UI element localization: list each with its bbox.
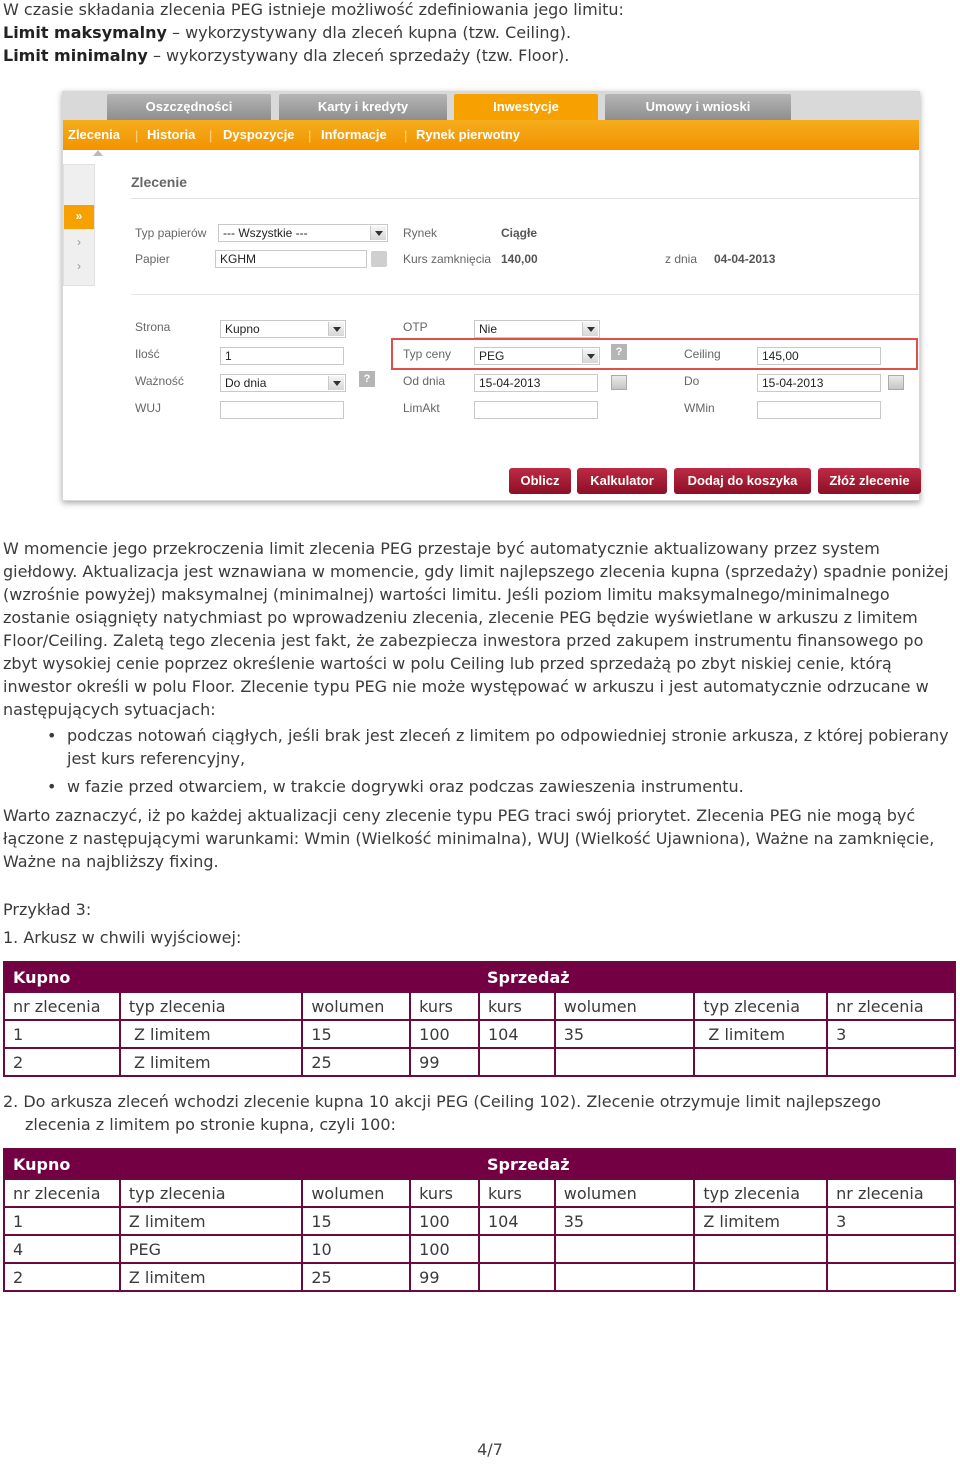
limakt-input[interactable] xyxy=(474,401,598,419)
body-text xyxy=(3,537,955,873)
table-cell: 2 xyxy=(4,1048,120,1076)
order-book-table-2 xyxy=(3,1148,956,1292)
waznosc-value: Do dnia xyxy=(225,376,267,390)
chevron-down-icon xyxy=(582,322,598,336)
table-header-row xyxy=(4,1149,955,1179)
peg-highlight-box xyxy=(391,338,918,370)
limit-max-term: Limit maksymalny xyxy=(3,23,167,42)
help-icon[interactable]: ? xyxy=(611,344,627,360)
waznosc-select[interactable] xyxy=(220,374,346,392)
table-cell: 100 xyxy=(410,1235,479,1263)
do-input[interactable]: 15-04-2013 xyxy=(757,374,881,392)
wmin-label: WMin xyxy=(684,401,715,415)
bullet-list xyxy=(3,724,955,798)
table-cell: 3 xyxy=(827,1020,955,1048)
tab-umowy-i-wnioski[interactable]: Umowy i wnioski xyxy=(605,94,791,120)
table-cell: 35 xyxy=(555,1020,695,1048)
ceiling-label: Ceiling xyxy=(684,347,721,361)
table-cell: 2 xyxy=(4,1263,120,1291)
otp-select[interactable] xyxy=(474,320,600,338)
dodaj-do-koszyka-button[interactable]: Dodaj do koszyka xyxy=(674,468,811,494)
bullet-item: • w fazie przed otwarciem, w trakcie dogrywki oraz podczas zawieszenia instrumentu. xyxy=(3,775,955,798)
tab-oszczednosci[interactable]: Oszczędności xyxy=(107,94,271,120)
column-header: kurs xyxy=(479,1179,555,1207)
column-header: kurs xyxy=(410,992,479,1020)
paragraph: Warto zaznaczyć, iż po każdej aktualizacji ceny zlecenie typu PEG traci swój priorytet. Zlecenia PEG nie mogą być łączone z następującymi warunkami: Wmin (Wielkość minimalna), WUJ (Wielkość Ujawniona), Ważne na zamknięcie, Ważne na najbliższy fixing. xyxy=(3,806,935,871)
help-icon[interactable]: ? xyxy=(359,371,375,387)
active-subnav-pointer-icon xyxy=(93,150,103,156)
z-dnia-value: 04-04-2013 xyxy=(714,252,776,266)
table-cell xyxy=(694,1235,827,1263)
order-form-screenshot xyxy=(62,91,920,501)
table-cell xyxy=(479,1235,555,1263)
table-cell: 15 xyxy=(302,1020,410,1048)
papier-input[interactable]: KGHM xyxy=(215,250,367,268)
intro-line-3 xyxy=(3,44,953,67)
bullet-item: • podczas notowań ciągłych, jeśli brak jest zleceń z limitem po odpowiedniej stronie arkusza, z której pobierany jest kurs referencyjny, xyxy=(3,724,955,770)
wuj-label: WUJ xyxy=(135,401,161,415)
table-cell xyxy=(555,1263,695,1291)
example-step-2: 2. Do arkusza zleceń wchodzi zlecenie kupna 10 akcji PEG (Ceiling 102). Zlecenie otrzymuje limit najlepszego zlecenia z limitem po stronie kupna, czyli 100: xyxy=(3,1092,881,1134)
subnav-separator: | xyxy=(209,128,213,143)
limit-max-desc: – wykorzystywany dla zleceń kupna (tzw. Ceiling). xyxy=(166,23,572,42)
otp-value: Nie xyxy=(479,322,498,336)
column-header: wolumen xyxy=(302,1179,410,1207)
left-nav-expand-icon[interactable]: » xyxy=(64,205,94,229)
panel-title: Zlecenie xyxy=(131,174,188,190)
subnav-dyspozycje[interactable]: Dyspozycje xyxy=(223,127,295,142)
table-cell xyxy=(479,1048,555,1076)
limit-min-desc: – wykorzystywany dla zleceń sprzedaży (tzw. Floor). xyxy=(147,46,570,65)
table-header-row xyxy=(4,962,955,992)
table-cell xyxy=(827,1048,955,1076)
od-dnia-label: Od dnia xyxy=(403,374,446,388)
typ-ceny-label: Typ ceny xyxy=(403,347,452,361)
table-cell: 4 xyxy=(4,1235,120,1263)
table-cell: 100 xyxy=(410,1020,479,1048)
chevron-down-icon xyxy=(370,226,386,240)
table-cell: 1 xyxy=(4,1207,120,1235)
table-cell xyxy=(694,1048,827,1076)
table-cell: Z limitem xyxy=(694,1207,827,1235)
table-cell: 25 xyxy=(302,1263,410,1291)
table-cell: 104 xyxy=(479,1207,555,1235)
main-tabs xyxy=(63,92,919,120)
table-cell: Z limitem xyxy=(120,1020,302,1048)
table-columns-row xyxy=(4,1179,955,1207)
table-cell xyxy=(479,1263,555,1291)
limakt-label: LimAkt xyxy=(403,401,440,415)
typ-papierow-value: --- Wszystkie --- xyxy=(223,226,308,240)
column-header: wolumen xyxy=(302,992,410,1020)
table-cell: Z limitem xyxy=(120,1207,302,1235)
subnav-separator: | xyxy=(404,128,408,143)
table-row xyxy=(4,1263,955,1291)
waznosc-label: Ważność xyxy=(135,374,184,388)
table-cell: 10 xyxy=(302,1235,410,1263)
tab-karty-i-kredyty[interactable]: Karty i kredyty xyxy=(279,94,447,120)
calendar-icon[interactable] xyxy=(888,375,904,390)
example-step-1: 1. Arkusz w chwili wyjściowej: xyxy=(3,928,242,947)
intro-line-1: W czasie składania zlecenia PEG istnieje możliwość zdefiniowania jego limitu: xyxy=(3,0,624,19)
table-cell: 104 xyxy=(479,1020,555,1048)
od-dnia-input[interactable]: 15-04-2013 xyxy=(474,374,598,392)
sprzedaz-header: Sprzedaż xyxy=(479,1149,955,1179)
left-nav-chevron-icon[interactable]: › xyxy=(77,235,81,249)
example-title: Przykład 3: xyxy=(3,900,92,919)
wmin-input[interactable] xyxy=(757,401,881,419)
chevron-down-icon xyxy=(328,322,344,336)
table-cell: 15 xyxy=(302,1207,410,1235)
kurs-zamkniecia-label: Kurs zamknięcia xyxy=(403,252,492,266)
typ-papierow-label: Typ papierów xyxy=(135,226,207,240)
wuj-input[interactable] xyxy=(220,401,344,419)
column-header: nr zlecenia xyxy=(4,992,120,1020)
table-cell xyxy=(555,1048,695,1076)
sprzedaz-header: Sprzedaż xyxy=(479,962,955,992)
subnav-zlecenia[interactable]: Zlecenia xyxy=(68,127,121,142)
left-side-nav xyxy=(63,164,95,286)
order-book-table-1 xyxy=(3,961,956,1077)
table-columns-row xyxy=(4,992,955,1020)
table-row xyxy=(4,1207,955,1235)
chevron-down-icon xyxy=(328,376,344,390)
ilosc-input[interactable]: 1 xyxy=(220,347,344,365)
table-cell: Z limitem xyxy=(120,1263,302,1291)
strona-label: Strona xyxy=(135,320,171,334)
subnav-separator: | xyxy=(135,128,139,143)
rynek-label: Rynek xyxy=(403,226,438,240)
table-cell: 35 xyxy=(555,1207,695,1235)
ilosc-label: Ilość xyxy=(135,347,160,361)
column-header: wolumen xyxy=(555,1179,695,1207)
table-cell: 25 xyxy=(302,1048,410,1076)
otp-label: OTP xyxy=(403,320,428,334)
tab-inwestycje[interactable]: Inwestycje xyxy=(454,94,598,120)
page-number: 4/7 xyxy=(477,1440,503,1459)
z-dnia-label: z dnia xyxy=(665,252,698,266)
kupno-header: Kupno xyxy=(4,1149,479,1179)
table-row xyxy=(4,1048,955,1076)
table-cell xyxy=(827,1263,955,1291)
table-cell xyxy=(555,1235,695,1263)
subnav-separator: | xyxy=(308,128,312,143)
subnav-historia[interactable]: Historia xyxy=(147,127,196,142)
do-label: Do xyxy=(684,374,700,388)
strona-value: Kupno xyxy=(225,322,260,336)
table-row xyxy=(4,1235,955,1263)
intro-text xyxy=(3,0,953,67)
column-header: nr zlecenia xyxy=(4,1179,120,1207)
subnav-rynek-pierwotny[interactable]: Rynek pierwotny xyxy=(416,127,521,142)
limit-min-term: Limit minimalny xyxy=(3,46,148,65)
column-header: kurs xyxy=(479,992,555,1020)
table-cell: PEG xyxy=(120,1235,302,1263)
table-cell xyxy=(694,1263,827,1291)
column-header: typ zlecenia xyxy=(694,1179,827,1207)
left-nav-chevron-icon[interactable]: › xyxy=(77,259,81,273)
typ-ceny-value: PEG xyxy=(479,349,505,363)
kurs-zamkniecia-value: 140,00 xyxy=(501,252,538,266)
column-header: typ zlecenia xyxy=(120,992,302,1020)
zloz-zlecenie-button[interactable]: Złóż zlecenie xyxy=(818,468,921,494)
oblicz-button[interactable]: Oblicz xyxy=(509,468,571,494)
list-icon[interactable] xyxy=(371,251,387,267)
paragraph: W momencie jego przekroczenia limit zlecenia PEG przestaje być automatycznie aktualizowany przez system giełdowy. Aktualizacja jest wznawiana w momencie, gdy limit najlepszego zlecenia kupna (sprzedaży) spadnie poniżej (wzrośnie powyżej) maksymalnej (minimalnej) wartości limitu. Jeśli poziom limitu maksymalnego/minimalnego zostanie osiągnięty natychmiast po wprowadzeniu zlecenia, zlecenie PEG będzie wyświetlane w arkuszu z limitem Floor/Ceiling. Zaletą tego zlecenia jest fakt, że zabezpiecza inwestora przed zakupem instrumentu finansowego po zbyt wysokiej cenie poprzez określenie wartości w polu Ceiling lub przed sprzedażą po zbyt niskiej cenie, którą inwestor określi w polu Floor. Zlecenie typu PEG nie może występować w arkuszu i jest automatycznie odrzucane w następujących sytuacjach: xyxy=(3,539,949,719)
divider xyxy=(131,198,919,199)
table-cell: 99 xyxy=(410,1263,479,1291)
column-header: nr zlecenia xyxy=(827,992,955,1020)
intro-line-2 xyxy=(3,21,953,44)
sub-navigation xyxy=(63,120,919,150)
subnav-informacje[interactable]: Informacje xyxy=(321,127,387,142)
column-header: typ zlecenia xyxy=(120,1179,302,1207)
ceiling-input[interactable]: 145,00 xyxy=(757,347,881,365)
divider xyxy=(131,294,919,295)
column-header: kurs xyxy=(410,1179,479,1207)
table-cell: 1 xyxy=(4,1020,120,1048)
rynek-value: Ciągłe xyxy=(501,226,538,240)
typ-papierow-select[interactable] xyxy=(218,224,388,242)
table-cell: Z limitem xyxy=(694,1020,827,1048)
table-cell: 100 xyxy=(410,1207,479,1235)
column-header: wolumen xyxy=(555,992,695,1020)
table-cell: 99 xyxy=(410,1048,479,1076)
table-row xyxy=(4,1020,955,1048)
table-cell xyxy=(827,1235,955,1263)
kalkulator-button[interactable]: Kalkulator xyxy=(577,468,667,494)
column-header: typ zlecenia xyxy=(694,992,827,1020)
papier-label: Papier xyxy=(135,252,170,266)
column-header: nr zlecenia xyxy=(827,1179,955,1207)
table-cell: 3 xyxy=(827,1207,955,1235)
strona-select[interactable] xyxy=(220,320,346,338)
table-cell: Z limitem xyxy=(120,1048,302,1076)
kupno-header: Kupno xyxy=(4,962,479,992)
calendar-icon[interactable] xyxy=(611,375,627,390)
